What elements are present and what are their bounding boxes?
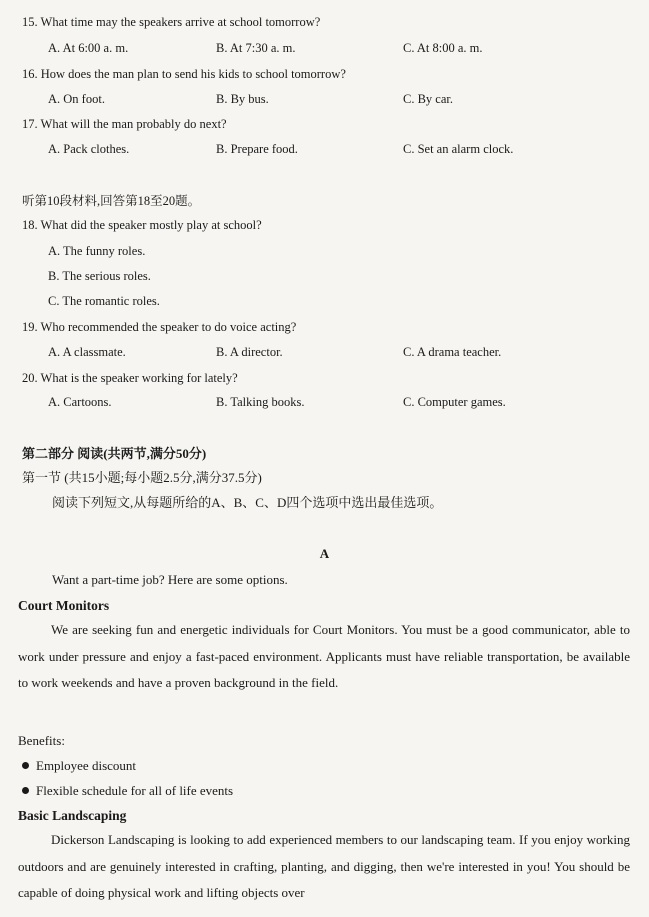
job2-title: Basic Landscaping [18,808,127,823]
q17-option-a: A. Pack clothes. [48,142,130,156]
q20-option-b: B. Talking books. [216,395,305,409]
question-19: 19. Who recommended the speaker to do voice acting? [22,320,297,334]
question-17: 17. What will the man probably do next? [22,117,227,131]
part2-section1: 第一节 (共15小题;每小题2.5分,满分37.5分) [22,470,262,485]
q16-option-b: B. By bus. [216,92,269,106]
q20-option-c: C. Computer games. [403,395,506,409]
q18-option-c: C. The romantic roles. [48,294,160,308]
q18-option-b: B. The serious roles. [48,269,151,283]
q16-option-a: A. On foot. [48,92,105,106]
benefit-text: Flexible schedule for all of life events [36,783,234,798]
passage-letter: A [319,546,330,561]
q15-option-a: A. At 6:00 a. m. [48,41,129,55]
benefit-item [22,783,233,799]
q18-option-a: A. The funny roles. [48,244,146,258]
job1-description: We are seeking fun and energetic individuals for Court Monitors. You must be a good communicator, able to work under pressure and enjoy a fast-paced environment. Applicants must have reliable transportation, be available to work weekends and have a proven background in the field. [18,622,630,690]
q19-option-c: C. A drama teacher. [403,345,502,359]
section-10-heading: 听第10段材料,回答第18至20题。 [22,194,201,208]
q20-option-a: A. Cartoons. [48,395,112,409]
question-20: 20. What is the speaker working for lately? [22,371,238,385]
passage-intro: Want a part-time job? Here are some options. [52,572,288,587]
bullet-icon [22,762,29,769]
q15-option-b: B. At 7:30 a. m. [216,41,296,55]
question-15: 15. What time may the speakers arrive at school tomorrow? [22,15,321,29]
question-16: 16. How does the man plan to send his kids to school tomorrow? [22,67,346,81]
job2-description: Dickerson Landscaping is looking to add experienced members to our landscaping team. If you enjoy working outdoors and are genuinely interested in crafting, planting, and digging, then we're interested in you! You should be capable of doing physical work and lifting objects over [18,832,630,900]
q19-option-b: B. A director. [216,345,283,359]
q17-option-b: B. Prepare food. [216,142,298,156]
q16-option-c: C. By car. [403,92,453,106]
job1-title: Court Monitors [18,598,110,613]
q15-option-c: C. At 8:00 a. m. [403,41,483,55]
question-18: 18. What did the speaker mostly play at school? [22,218,262,232]
part2-instruction: 阅读下列短文,从每题所给的A、B、C、D四个选项中选出最佳选项。 [52,495,443,510]
benefit-item [22,758,136,774]
benefits-label: Benefits: [18,733,65,748]
bullet-icon [22,787,29,794]
benefit-text: Employee discount [36,758,137,773]
part2-title: 第二部分 阅读(共两节,满分50分) [22,446,207,461]
q19-option-a: A. A classmate. [48,345,126,359]
q17-option-c: C. Set an alarm clock. [403,142,514,156]
